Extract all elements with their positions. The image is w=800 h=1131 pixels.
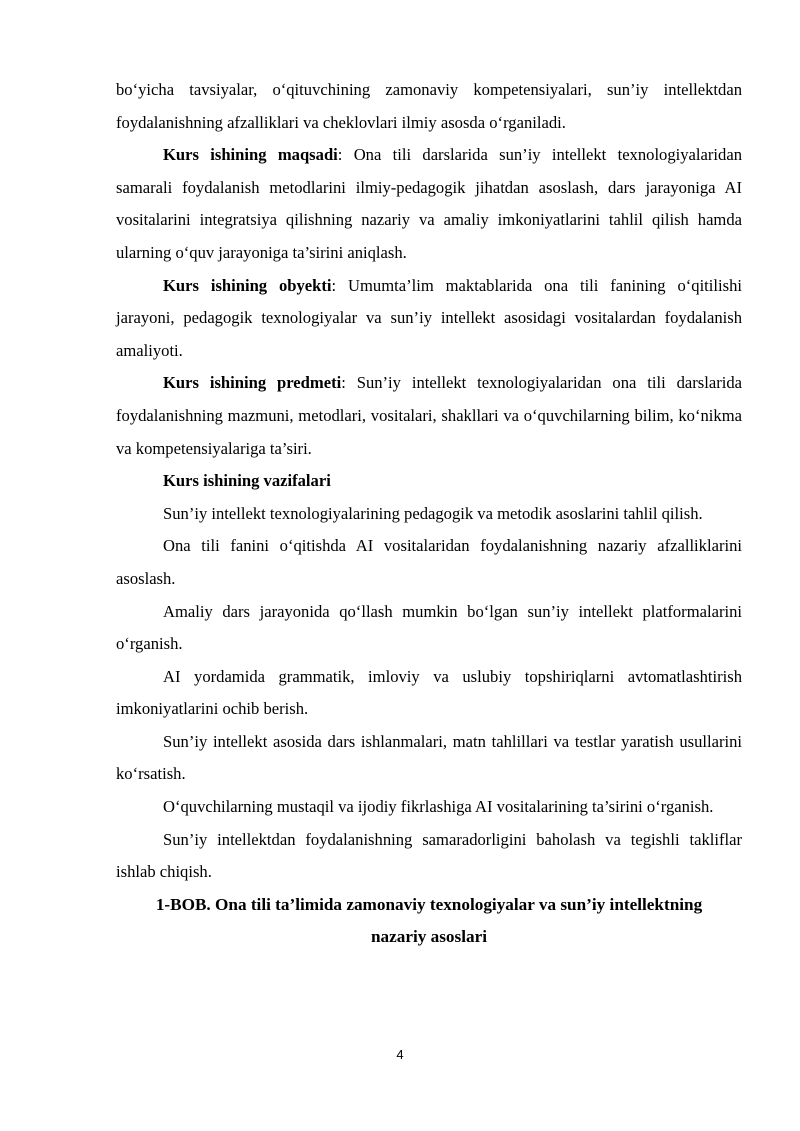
page-number: 4 [396,1047,404,1062]
task-item: Sun’iy intellektdan foydalanishning samaradorligini baholash va tegishli takliflar ishlab chiqish. [116,829,742,882]
subject-label: Kurs ishining predmeti [163,373,342,393]
task-item: O‘quvchilarning mustaqil va ijodiy fikrlashiga AI vositalarining ta’sirini o‘rganish. [163,797,714,817]
task-item: AI yordamida grammatik, imloviy va uslubiy topshiriqlarni avtomatlashtirish imkoniyatlarini ochib berish. [116,666,742,719]
subject-text: : Sun’iy intellekt texnologiyalaridan ona tili darslarida foydalanishning mazmuni, metodlari, vositalari, shakllari va o‘quvchilarning bilim, ko‘nikma va kompetensiyalariga ta’siri. [116,373,742,458]
chapter-heading: 1-BOB. Ona tili ta’limida zamonaviy texnologiyalar va sun’iy intellektning nazariy asoslari [155,894,703,947]
task-item: Ona tili fanini o‘qitishda AI vositalaridan foydalanishning nazariy afzalliklarini asoslash. [116,536,742,588]
object-text: : Umumta’lim maktablarida ona tili fanining o‘qitilishi jarayoni, pedagogik texnologiyalar va sun’iy intellekt asosidagi vositalardan foydalanish amaliyoti. [116,275,742,360]
task-item: Amaliy dars jarayonida qo‘llash mumkin bo‘lgan sun’iy intellekt platformalarini o‘rganish. [116,601,742,654]
paragraph-goal [116,139,742,269]
goal-text: : Ona tili darslarida sun’iy intellekt texnologiyalaridan samarali foydalanish metodlarini ilmiy-pedagogik jihatdan asoslash, dars jarayoniga AI vositalarini integratsiya qilishning nazariy va amaliy imkoniyatlarini tahlil qilish hamda ularning o‘quv jarayoniga ta’sirini aniqlash. [116,145,742,262]
paragraph-subject [116,367,742,465]
tasks-heading-text: Kurs ishining vazifalari [163,471,331,491]
paragraph-intro-continuation: bo‘yicha tavsiyalar, o‘qituvchining zamonaviy kompetensiyalari, sun’iy intellektdan foydalanishning afzalliklari va cheklovlari ilmiy asosda o‘rganiladi. [116,80,742,132]
document-page [116,74,742,954]
goal-label: Kurs ishining maqsadi [163,145,338,165]
paragraph-object [116,270,742,368]
object-label: Kurs ishining obyekti [163,275,332,295]
task-item: Sun’iy intellekt asosida dars ishlanmalari, matn tahlillari va testlar yaratish usullarini ko‘rsatish. [116,731,742,784]
task-item: Sun’iy intellekt texnologiyalarining pedagogik va metodik asoslarini tahlil qilish. [163,503,703,523]
tasks-heading [116,465,742,498]
